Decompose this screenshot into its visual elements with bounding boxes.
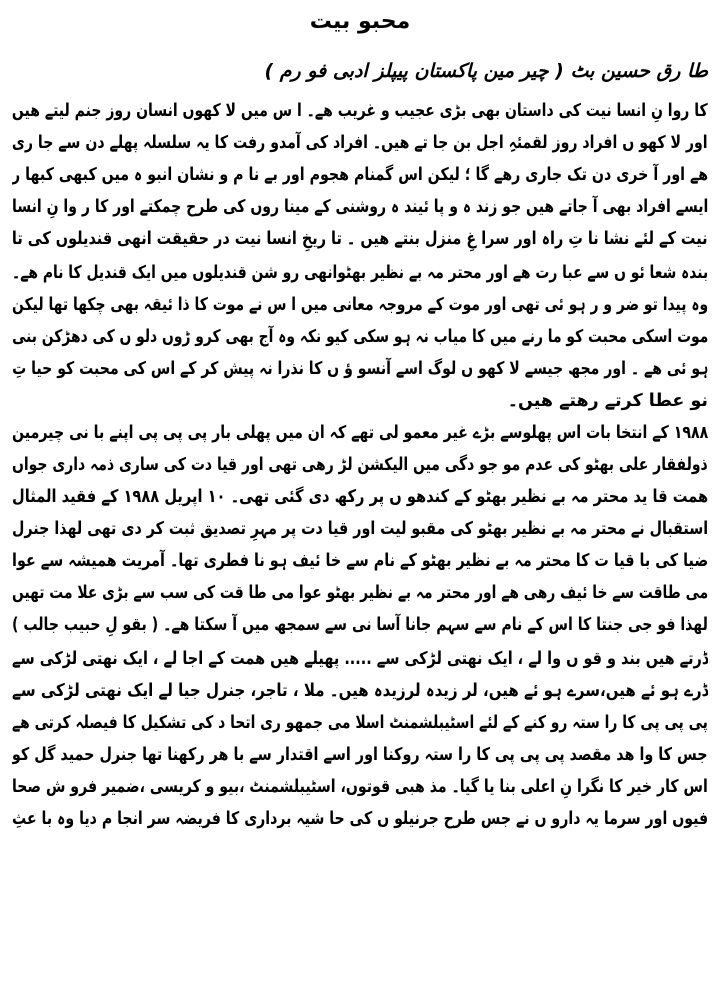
text-line: نو عطا کرتے رھتے ھیں۔ bbox=[507, 391, 708, 411]
text-line: جس کا وا ھد مقصد پی پی پی کا را ستہ روکنا اور اسے اقتدار سے با ھر رکھنا تھا جنرل حمید گل کو bbox=[12, 745, 708, 765]
text-line: بندہ شعا ئو ں سے عبا رت ھے اور محتر مہ بے نظیر بھٹوانھی رو شن قندیلوں میں ایک قندیل کا نام ھے۔ bbox=[12, 263, 708, 283]
text-line: پی پی پی کا را ستہ رو کنے کے لئے اسٹیبلشمنٹ اسلا می جمھو ری اتحا د کی تشکیل کا فیصلہ کرتی ھے bbox=[12, 713, 708, 733]
text-line: موت اسکی محبت کو ما رنے میں کا میاب نہ ہو سکی کیو نکہ وہ آج بھی کرو ڑوں دلو ں کی دھڑکن بنی bbox=[12, 327, 708, 347]
text-line: ۱۹۸۸ کے انتخا بات اس پھلوسے بڑے غیر معمو لی تھے کہ ان میں پھلی بار پی پی پی اپنے با نی چیرمین bbox=[12, 423, 708, 443]
text-line: لھذا فو جی جنتا کا اس کے نام سے سہم جانا آسا نی سے سمجھ میں آ سکتا ھے۔ ( بقو لِ حبیب جالب ) bbox=[12, 615, 708, 635]
text-line: ضیا کی با قیا ت کا محتر مہ بے نظیر بھٹو کے نام سے خا ئیف ہو نا فطری تھا۔ آمریت ھمیشہ سے عوا bbox=[12, 551, 708, 571]
text-line: ھمت قا ید محتر مہ بے نظیر بھٹو کے کندھو ں پر رکھ دی گئی تھی۔ ۱۰ اپریل ۱۹۸۸ کے فقید المثال bbox=[12, 487, 708, 507]
text-line: ہو ئی ھے ۔ اور مجھ جیسے لا کھو ں لوگ اسے آنسو ؤ ں کا نذرا نہ پیش کر کے اس کی محبت کو حیا تِ bbox=[12, 359, 708, 379]
text-line: کا روا نِ انسا نیت کی داستان بھی بڑی عجیب و غریب ھے۔ ا س میں لا کھوں انسان روز جنم لیتے ھیں bbox=[12, 101, 708, 121]
text-line: ذولفقار علی بھٹو کی عدم مو جو دگی میں الیکشن لڑ رھی تھی اور قیا دت کی ساری ذمہ داری جواں bbox=[12, 455, 708, 475]
text-line: ڈرتے ھیں بند و قو ں وا لے ، ایک نھتی لڑکی سے ..... پھیلے ھیں ھمت کے اجا لے ، ایک نھتی لڑکی سے bbox=[12, 649, 708, 669]
text-line: ڈرے ہو ئے ھیں،سرے ہو ئے ھیں، لر زیدہ لرزیدہ ھیں۔ ملا ، تاجر، جنرل جیا لے ایک نھتی لڑکی سے bbox=[12, 681, 708, 701]
text-line: اس کار خیر کا نگرا نِ اعلی بنا یا گیا۔ مذ ھبی قوتوں، اسٹیبلشمنٹ ،بیو و کریسی ،ضمیر فرو ش صحا bbox=[12, 777, 708, 797]
text-line: اور لا کھو ں افراد روز لقمئہِ اجل بن جا تے ھیں۔ افراد کی آمدو رفت کا یہ سلسلہ پھلے دن سے جا ری bbox=[12, 133, 708, 153]
text-line: ایسے افراد بھی آ جاتے ھیں جو زند ہ و پا ئیند ہ روشنی کے مینا روں کی طرح چمکتے اور کا ر وا نِ انسا bbox=[12, 197, 708, 217]
author-byline: طا رق حسین بٹ ( چیر مین پاکستان پیپلز ادبی فو رم ) bbox=[264, 60, 708, 82]
text-line: می طاقت سے خا ئیف رھی ھے اور محتر مہ بے نظیر بھٹو عوا می طا قت کی سب سے بڑی علا مت تھیں bbox=[12, 583, 708, 603]
text-line: نیت کے لئے نشا نا تِ راہ اور سرا غِ منزل بنتے ھیں ۔ تا ریخِ انسا نیت در حقیقت انھی قندیلوں کی تا bbox=[12, 229, 708, 249]
text-line: فیوں اور سرما یہ دارو ں نے جس طرح جرنیلو ں کی حا شیہ برداری کا فریضہ سر انجا م دیا وہ با عثِ bbox=[12, 809, 708, 829]
text-line: وہ پیدا تو ضر و ر ہو ئی تھی اور موت کے مروجہ معانی میں ا س نے موت کا ذا ئیقہ بھی چکھا تھا لیکن bbox=[12, 295, 708, 315]
text-line: ھے اور آ خری دن تک جاری رھے گا ؛ لیکن اس گمنام ھجوم اور بے نا م و نشان انبو ہ میں کبھی کبھا ر bbox=[12, 165, 708, 185]
article-title: محبو بیت bbox=[309, 9, 411, 34]
text-line: استقبال نے محتر مہ بے نظیر بھٹو کی مقبو لیت اور قیا دت پر مہرِ تصدیق ثبت کر دی تھی لھذا جنرل bbox=[12, 519, 708, 539]
